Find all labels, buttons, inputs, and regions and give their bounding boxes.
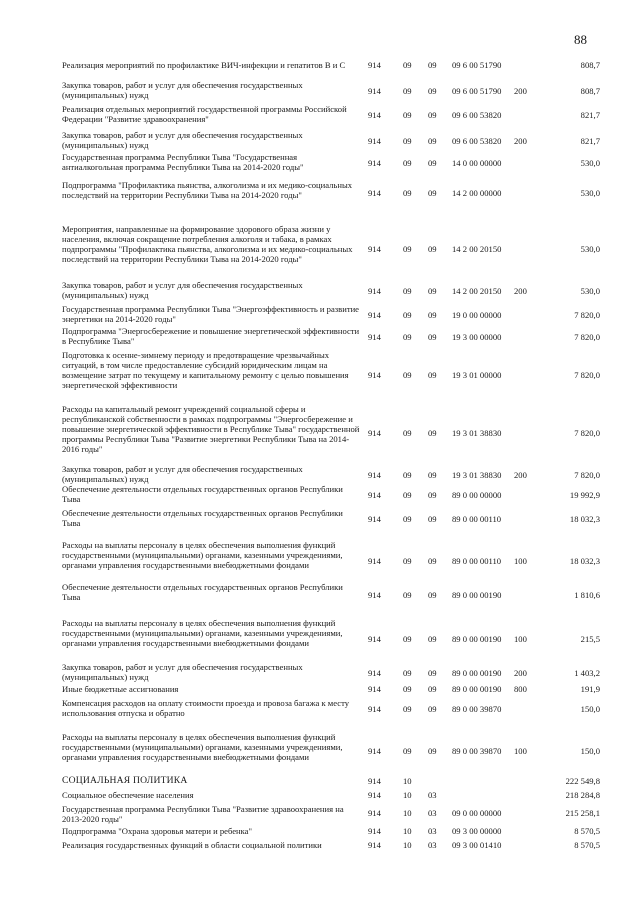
row-gr: 914 — [368, 746, 381, 756]
row-pr: 09 — [428, 590, 437, 600]
row-vr: 200 — [514, 286, 527, 296]
table-row — [0, 698, 640, 722]
table-row — [0, 840, 640, 854]
row-rz: 09 — [403, 244, 412, 254]
row-sum: 19 992,9 — [569, 490, 600, 500]
row-pr: 09 — [428, 136, 437, 146]
row-gr: 914 — [368, 286, 381, 296]
row-cs: 09 6 00 53820 — [452, 110, 502, 120]
row-pr: 09 — [428, 110, 437, 120]
row-cs: 09 3 00 01410 — [452, 840, 502, 850]
row-cs: 89 0 00 00190 — [452, 668, 502, 678]
table-row — [0, 484, 640, 508]
row-sum: 191,9 — [580, 684, 600, 694]
row-sum: 8 570,5 — [574, 840, 600, 850]
row-cs: 89 0 00 00190 — [452, 634, 502, 644]
row-vr: 200 — [514, 470, 527, 480]
row-sum: 530,0 — [580, 158, 600, 168]
row-cs: 19 3 01 00000 — [452, 370, 502, 380]
row-vr: 200 — [514, 86, 527, 96]
table-row — [0, 404, 640, 460]
row-pr: 09 — [428, 428, 437, 438]
row-sum: 1 810,6 — [574, 590, 600, 600]
row-rz: 09 — [403, 86, 412, 96]
row-name: Обеспечение деятельности отдельных государственных органов Республики Тыва — [62, 508, 343, 528]
row-sum: 150,0 — [580, 704, 600, 714]
table-row — [0, 732, 640, 772]
row-rz: 10 — [403, 808, 412, 818]
row-name: Расходы на выплаты персоналу в целях обеспечения выполнения функций государственными (муниципальными) органами, казенными учреждениями, органами управления государственными внебюджетными фондами — [62, 540, 343, 570]
row-sum: 218 284,8 — [565, 790, 600, 800]
row-gr: 914 — [368, 840, 381, 850]
row-sum: 7 820,0 — [574, 470, 600, 480]
row-pr: 09 — [428, 286, 437, 296]
row-rz: 10 — [403, 826, 412, 836]
row-rz: 09 — [403, 704, 412, 714]
row-pr: 09 — [428, 704, 437, 714]
row-pr: 09 — [428, 490, 437, 500]
row-name: Расходы на выплаты персоналу в целях обеспечения выполнения функций государственными (муниципальными) органами, казенными учреждениями, органами управления государственными внебюджетными фондами — [62, 618, 343, 648]
row-gr: 914 — [368, 244, 381, 254]
row-gr: 914 — [368, 514, 381, 524]
row-rz: 09 — [403, 470, 412, 480]
row-name: Реализация отдельных мероприятий государственной программы Российской Федерации "Развитие здравоохранения" — [62, 104, 347, 124]
row-pr: 09 — [428, 86, 437, 96]
row-sum: 1 403,2 — [574, 668, 600, 678]
row-gr: 914 — [368, 776, 381, 786]
row-rz: 10 — [403, 790, 412, 800]
row-gr: 914 — [368, 668, 381, 678]
row-vr: 200 — [514, 136, 527, 146]
row-sum: 18 032,3 — [569, 556, 600, 566]
table-row — [0, 350, 640, 398]
row-name: Закупка товаров, работ и услуг для обеспечения государственных (муниципальных) нужд — [62, 464, 303, 484]
row-name: Закупка товаров, работ и услуг для обеспечения государственных (муниципальных) нужд — [62, 280, 303, 300]
row-pr: 03 — [428, 840, 437, 850]
row-gr: 914 — [368, 158, 381, 168]
row-cs: 89 0 00 00110 — [452, 514, 502, 524]
row-rz: 09 — [403, 110, 412, 120]
row-name: Закупка товаров, работ и услуг для обеспечения государственных (муниципальных) нужд — [62, 80, 303, 100]
row-rz: 09 — [403, 590, 412, 600]
row-rz: 09 — [403, 60, 412, 70]
row-gr: 914 — [368, 332, 381, 342]
table-row — [0, 464, 640, 484]
table-row — [0, 804, 640, 824]
row-name: Социальное обеспечение населения — [62, 790, 194, 800]
row-cs: 09 6 00 51790 — [452, 60, 502, 70]
row-pr: 09 — [428, 556, 437, 566]
row-name: Компенсация расходов на оплату стоимости проезда и провоза багажа к месту использования отпуска и обратно — [62, 698, 350, 718]
row-gr: 914 — [368, 110, 381, 120]
row-cs: 14 2 00 20150 — [452, 244, 502, 254]
table-row — [0, 152, 640, 176]
row-gr: 914 — [368, 188, 381, 198]
row-gr: 914 — [368, 634, 381, 644]
row-sum: 215 258,1 — [565, 808, 600, 818]
row-pr: 03 — [428, 808, 437, 818]
row-gr: 914 — [368, 590, 381, 600]
row-rz: 09 — [403, 310, 412, 320]
row-pr: 03 — [428, 826, 437, 836]
row-cs: 09 6 00 53820 — [452, 136, 502, 146]
row-name: Подпрограмма "Профилактика пьянства, алкоголизма и их медико-социальных последствий на территории Республики Тыва на 2014-2020 годы" — [62, 180, 353, 200]
table-row — [0, 540, 640, 582]
row-sum: 18 032,3 — [569, 514, 600, 524]
row-pr: 03 — [428, 790, 437, 800]
row-name: Обеспечение деятельности отдельных государственных органов Республики Тыва — [62, 484, 343, 504]
row-sum: 530,0 — [580, 188, 600, 198]
row-rz: 09 — [403, 286, 412, 296]
row-cs: 09 0 00 00000 — [452, 808, 502, 818]
row-pr: 09 — [428, 332, 437, 342]
row-sum: 7 820,0 — [574, 310, 600, 320]
row-cs: 14 2 00 20150 — [452, 286, 502, 296]
table-row — [0, 104, 640, 128]
row-rz: 09 — [403, 158, 412, 168]
row-rz: 09 — [403, 188, 412, 198]
row-name: Расходы на капитальный ремонт учреждений социальной сферы и республиканской собственности в рамках подпрограммы "Энергосбережение и повышение энергетической эффективности в Республике Тыва" государственной программы Республики Тыва "Развитие энергетики Республики Тыва на 2014-2016 годы" — [62, 404, 360, 454]
row-sum: 808,7 — [580, 60, 600, 70]
row-cs: 19 3 01 38830 — [452, 470, 502, 480]
row-gr: 914 — [368, 136, 381, 146]
row-pr: 09 — [428, 684, 437, 694]
row-sum: 530,0 — [580, 244, 600, 254]
table-row — [0, 130, 640, 154]
table-row — [0, 508, 640, 538]
row-rz: 09 — [403, 136, 412, 146]
row-vr: 100 — [514, 746, 527, 756]
row-pr: 09 — [428, 158, 437, 168]
row-name: Закупка товаров, работ и услуг для обеспечения государственных (муниципальных) нужд — [62, 662, 303, 682]
row-cs: 19 3 01 38830 — [452, 428, 502, 438]
row-gr: 914 — [368, 470, 381, 480]
row-sum: 8 570,5 — [574, 826, 600, 836]
row-name: Расходы на выплаты персоналу в целях обеспечения выполнения функций государственными (муниципальными) органами, казенными учреждениями, органами управления государственными внебюджетными фондами — [62, 732, 343, 762]
row-name: Мероприятия, направленные на формирование здорового образа жизни у населения, включая сокращение потребления алкоголя и табака, в рамках подпрограммы "Профилактика пьянства, алкоголизма и их медико-социальных последствий на территории Республики Тыва на 2014-2020 годы" — [62, 224, 353, 264]
row-rz: 09 — [403, 514, 412, 524]
row-gr: 914 — [368, 370, 381, 380]
table-row — [0, 60, 640, 74]
row-gr: 914 — [368, 60, 381, 70]
row-pr: 09 — [428, 188, 437, 198]
row-rz: 09 — [403, 370, 412, 380]
row-name: Подпрограмма "Энергосбережение и повышение энергетической эффективности в Республике Тыва" — [62, 326, 360, 346]
row-pr: 09 — [428, 60, 437, 70]
row-name: Подготовка к осенне-зимнему периоду и предотвращение чрезвычайных ситуаций, в том числе предоставление субсидий юридическим лицам на возмещение затрат по текущему и капитальному ремонту с целью повышения энергетической эффективности — [62, 350, 349, 390]
row-name: Закупка товаров, работ и услуг для обеспечения государственных (муниципальных) нужд — [62, 130, 303, 150]
row-pr: 09 — [428, 514, 437, 524]
row-sum: 7 820,0 — [574, 332, 600, 342]
row-rz: 10 — [403, 776, 412, 786]
row-name: Реализация мероприятий по профилактике ВИЧ-инфекции и гепатитов В и С — [62, 60, 346, 70]
table-row — [0, 582, 640, 616]
row-cs: 89 0 00 39870 — [452, 746, 502, 756]
row-vr: 800 — [514, 684, 527, 694]
row-rz: 09 — [403, 490, 412, 500]
row-sum: 150,0 — [580, 746, 600, 756]
row-gr: 914 — [368, 684, 381, 694]
row-rz: 09 — [403, 684, 412, 694]
table-row — [0, 80, 640, 104]
row-rz: 09 — [403, 668, 412, 678]
page-number: 88 — [574, 32, 587, 47]
row-gr: 914 — [368, 556, 381, 566]
row-name: СОЦИАЛЬНАЯ ПОЛИТИКА — [62, 775, 188, 786]
table-row — [0, 662, 640, 684]
row-sum: 821,7 — [580, 110, 600, 120]
row-gr: 914 — [368, 790, 381, 800]
row-pr: 09 — [428, 634, 437, 644]
row-pr: 09 — [428, 470, 437, 480]
row-rz: 09 — [403, 428, 412, 438]
row-pr: 09 — [428, 244, 437, 254]
row-vr: 200 — [514, 668, 527, 678]
row-sum: 215,5 — [580, 634, 600, 644]
row-cs: 89 0 00 00110 — [452, 556, 502, 566]
row-pr: 09 — [428, 370, 437, 380]
row-name: Государственная программа Республики Тыва "Энергоэффективность и развитие энергетики на 2014-2020 годы" — [62, 304, 359, 324]
row-name: Обеспечение деятельности отдельных государственных органов Республики Тыва — [62, 582, 343, 602]
row-sum: 821,7 — [580, 136, 600, 146]
row-gr: 914 — [368, 704, 381, 714]
row-cs: 09 6 00 51790 — [452, 86, 502, 96]
row-cs: 89 0 00 00000 — [452, 490, 502, 500]
row-pr: 09 — [428, 310, 437, 320]
row-gr: 914 — [368, 428, 381, 438]
row-pr: 09 — [428, 746, 437, 756]
table-row — [0, 776, 640, 790]
table-row — [0, 180, 640, 220]
row-name: Государственная программа Республики Тыва "Государственная антиалкогольная программа Республики Тыва на 2014-2020 годы" — [62, 152, 304, 172]
row-rz: 09 — [403, 556, 412, 566]
row-cs: 14 0 00 00000 — [452, 158, 502, 168]
row-gr: 914 — [368, 86, 381, 96]
row-vr: 100 — [514, 634, 527, 644]
row-cs: 09 3 00 00000 — [452, 826, 502, 836]
row-rz: 09 — [403, 746, 412, 756]
row-sum: 530,0 — [580, 286, 600, 296]
row-rz: 09 — [403, 332, 412, 342]
row-cs: 89 0 00 00190 — [452, 590, 502, 600]
row-gr: 914 — [368, 808, 381, 818]
table-row — [0, 304, 640, 328]
table-row — [0, 326, 640, 350]
table-row — [0, 790, 640, 804]
row-cs: 89 0 00 39870 — [452, 704, 502, 714]
row-gr: 914 — [368, 826, 381, 836]
table-row — [0, 618, 640, 662]
row-cs: 14 2 00 00000 — [452, 188, 502, 198]
row-name: Иные бюджетные ассигнования — [62, 684, 179, 694]
row-gr: 914 — [368, 490, 381, 500]
row-sum: 7 820,0 — [574, 428, 600, 438]
row-sum: 808,7 — [580, 86, 600, 96]
row-vr: 100 — [514, 556, 527, 566]
row-name: Государственная программа Республики Тыва "Развитие здравоохранения на 2013-2020 годы" — [62, 804, 344, 824]
row-sum: 222 549,8 — [565, 776, 600, 786]
row-rz: 10 — [403, 840, 412, 850]
row-pr: 09 — [428, 668, 437, 678]
row-rz: 09 — [403, 634, 412, 644]
row-name: Подпрограмма "Охрана здоровья матери и ребенка" — [62, 826, 252, 836]
row-sum: 7 820,0 — [574, 370, 600, 380]
row-cs: 89 0 00 00190 — [452, 684, 502, 694]
row-name: Реализация государственных функций в области социальной политики — [62, 840, 322, 850]
row-cs: 19 0 00 00000 — [452, 310, 502, 320]
row-gr: 914 — [368, 310, 381, 320]
table-row — [0, 826, 640, 840]
row-cs: 19 3 00 00000 — [452, 332, 502, 342]
table-row — [0, 280, 640, 300]
table-row — [0, 224, 640, 280]
